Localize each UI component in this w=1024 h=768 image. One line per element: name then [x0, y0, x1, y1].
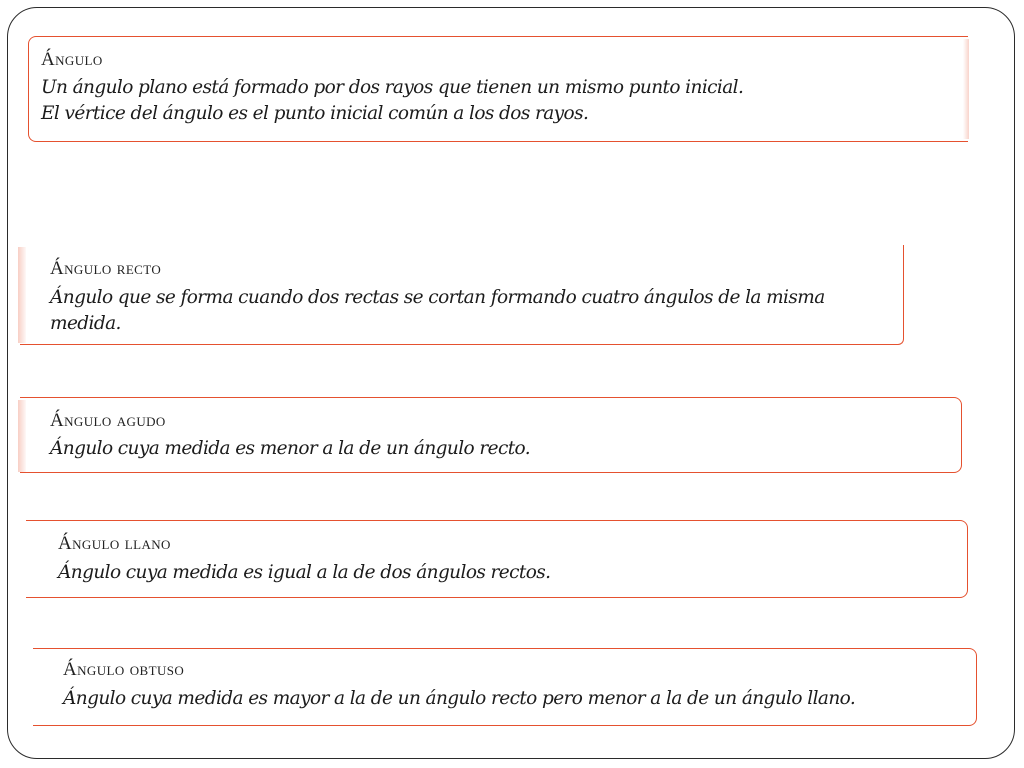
box-accent-edge: [963, 39, 969, 139]
definition-text: Ángulo que se forma cuando dos rectas se cortan formando cuatro ángulos de la misma medida.: [50, 287, 825, 334]
definition-box-angulo-obtuso: [33, 648, 977, 726]
box-accent-edge: [18, 247, 26, 343]
definition-title: Ángulo llano: [58, 533, 171, 554]
definition-text: [41, 75, 743, 127]
definition-line: Un ángulo plano está formado por dos rayos que tienen un mismo punto inicial.: [41, 77, 744, 98]
definition-title: Ángulo agudo: [50, 410, 166, 431]
definition-box-angulo-recto: [20, 245, 904, 345]
definition-text: Ángulo cuya medida es igual a la de dos ángulos rectos.: [58, 562, 551, 583]
definition-box-angulo-agudo: [20, 397, 962, 473]
definition-text: Ángulo cuya medida es menor a la de un ángulo recto.: [50, 438, 531, 459]
definition-title: Ángulo: [41, 49, 103, 70]
definition-line: El vértice del ángulo es el punto inicial común a los dos rayos.: [41, 103, 589, 124]
box-accent-edge: [18, 400, 26, 472]
definition-title: Ángulo obtuso: [63, 659, 185, 680]
definition-box-angulo-llano: [26, 520, 968, 598]
definition-text: Ángulo cuya medida es mayor a la de un ángulo recto pero menor a la de un ángulo llano.: [63, 688, 856, 709]
definition-title: Ángulo recto: [50, 258, 162, 279]
definition-box-angulo: [28, 36, 968, 142]
